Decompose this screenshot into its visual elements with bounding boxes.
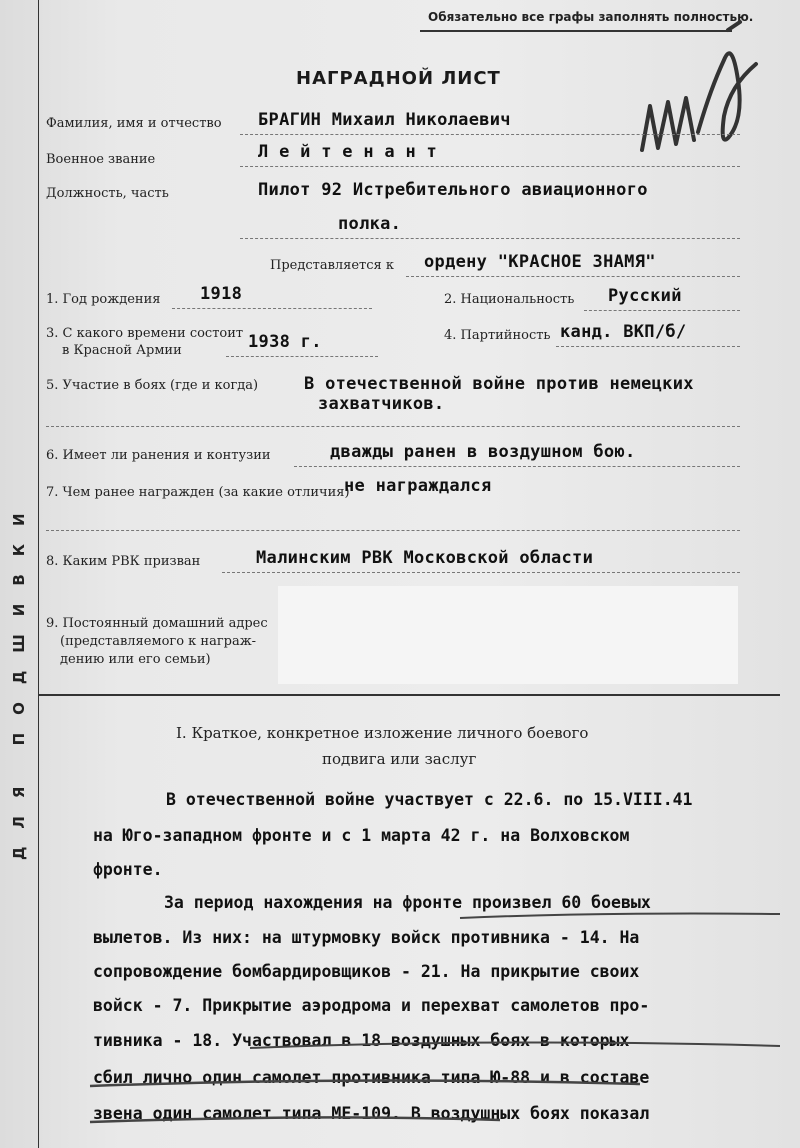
rank-label: Военное звание	[46, 152, 156, 167]
body-line: войск - 7. Прикрытие аэродрома и перехват самолетов про-	[93, 996, 650, 1015]
name-line	[240, 134, 740, 135]
battles-label: 5. Участие в боях (где и когда)	[46, 378, 259, 393]
wounds-line	[294, 466, 740, 467]
presented-value: ордену "КРАСНОЕ ЗНАМЯ"	[424, 252, 656, 272]
battles-line	[46, 426, 740, 427]
wounds-label: 6. Имеет ли ранения и контузии	[46, 448, 271, 463]
awards-line	[46, 530, 740, 531]
body-line: на Юго-западном фронте и с 1 марта 42 г. на Волховском	[93, 826, 630, 845]
body-line: звена один самолет типа МЕ-109. В воздушных боях показал	[93, 1104, 650, 1123]
name-label: Фамилия, имя и отчество	[46, 116, 222, 131]
rvk-value: Малинским РВК Московской области	[256, 548, 594, 568]
address-label-3: дению или его семьи)	[60, 652, 211, 667]
fill-notice: Обязательно все графы заполнять полностью.	[428, 10, 754, 24]
position-value-1: Пилот 92 Истребительного авиационного	[258, 180, 648, 200]
address-label-2: (представляемого к награж-	[60, 634, 257, 649]
position-line	[240, 238, 740, 239]
handwritten-mark-icon	[628, 20, 768, 180]
body-line: фронте.	[93, 860, 163, 879]
position-value-2: полка.	[338, 214, 402, 234]
position-label: Должность, часть	[46, 186, 169, 201]
body-line: вылетов. Из них: на штурмовку войск противника - 14. На	[93, 928, 640, 947]
party-value: канд. ВКП/б/	[560, 322, 687, 342]
service-label-1: 3. С какого времени состоит	[46, 326, 244, 341]
nationality-value: Русский	[608, 286, 682, 306]
awards-label: 7. Чем ранее награжден (за какие отличия)	[46, 485, 350, 500]
body-line: сбил лично один самолет противника типа Ю-88 и в составе	[93, 1068, 650, 1087]
birth-label: 1. Год рождения	[46, 292, 161, 307]
awards-value: не награждался	[344, 476, 492, 496]
rank-line	[240, 166, 740, 167]
body-line: За период нахождения на фронте произвел 60 боевых	[164, 893, 651, 912]
section-divider	[38, 694, 780, 696]
body-line: В отечественной войне участвует с 22.6. по 15.VIII.41	[166, 790, 693, 809]
document-title: НАГРАДНОЙ ЛИСТ	[296, 68, 501, 89]
party-label: 4. Партийность	[444, 328, 551, 343]
presented-label: Представляется к	[270, 258, 394, 273]
binding-margin-line	[38, 0, 39, 1148]
service-value: 1938 г.	[248, 332, 322, 352]
address-label-1: 9. Постоянный домашний адрес	[46, 616, 268, 631]
birth-line	[172, 308, 372, 309]
wounds-value: дважды ранен в воздушном бою.	[330, 442, 636, 462]
redacted-address-area	[278, 586, 738, 684]
rvk-line	[222, 572, 740, 573]
rvk-label: 8. Каким РВК призван	[46, 554, 201, 569]
nationality-label: 2. Национальность	[444, 292, 575, 307]
rank-value: Л е й т е н а н т	[258, 142, 438, 162]
battles-value-2: захватчиков.	[318, 394, 445, 414]
section-heading-1: I. Краткое, конкретное изложение личного боевого	[176, 724, 589, 742]
pencil-underlines	[80, 900, 780, 1140]
service-line	[226, 356, 378, 357]
binding-margin-label: ДЛЯ ПОДШИВКИ	[10, 495, 28, 860]
nationality-line	[584, 310, 740, 311]
name-value: БРАГИН Михаил Николаевич	[258, 110, 511, 130]
section-heading-2: подвига или заслуг	[322, 750, 477, 768]
presented-line	[406, 276, 740, 277]
birth-value: 1918	[200, 284, 243, 304]
body-line: тивника - 18. Участвовал в 18 воздушных боях в которых	[93, 1031, 630, 1050]
body-line: сопровождение бомбардировщиков - 21. На прикрытие своих	[93, 962, 640, 981]
battles-value-1: В отечественной войне против немецких	[304, 374, 694, 394]
service-label-2: в Красной Армии	[62, 343, 182, 358]
party-line	[556, 346, 740, 347]
